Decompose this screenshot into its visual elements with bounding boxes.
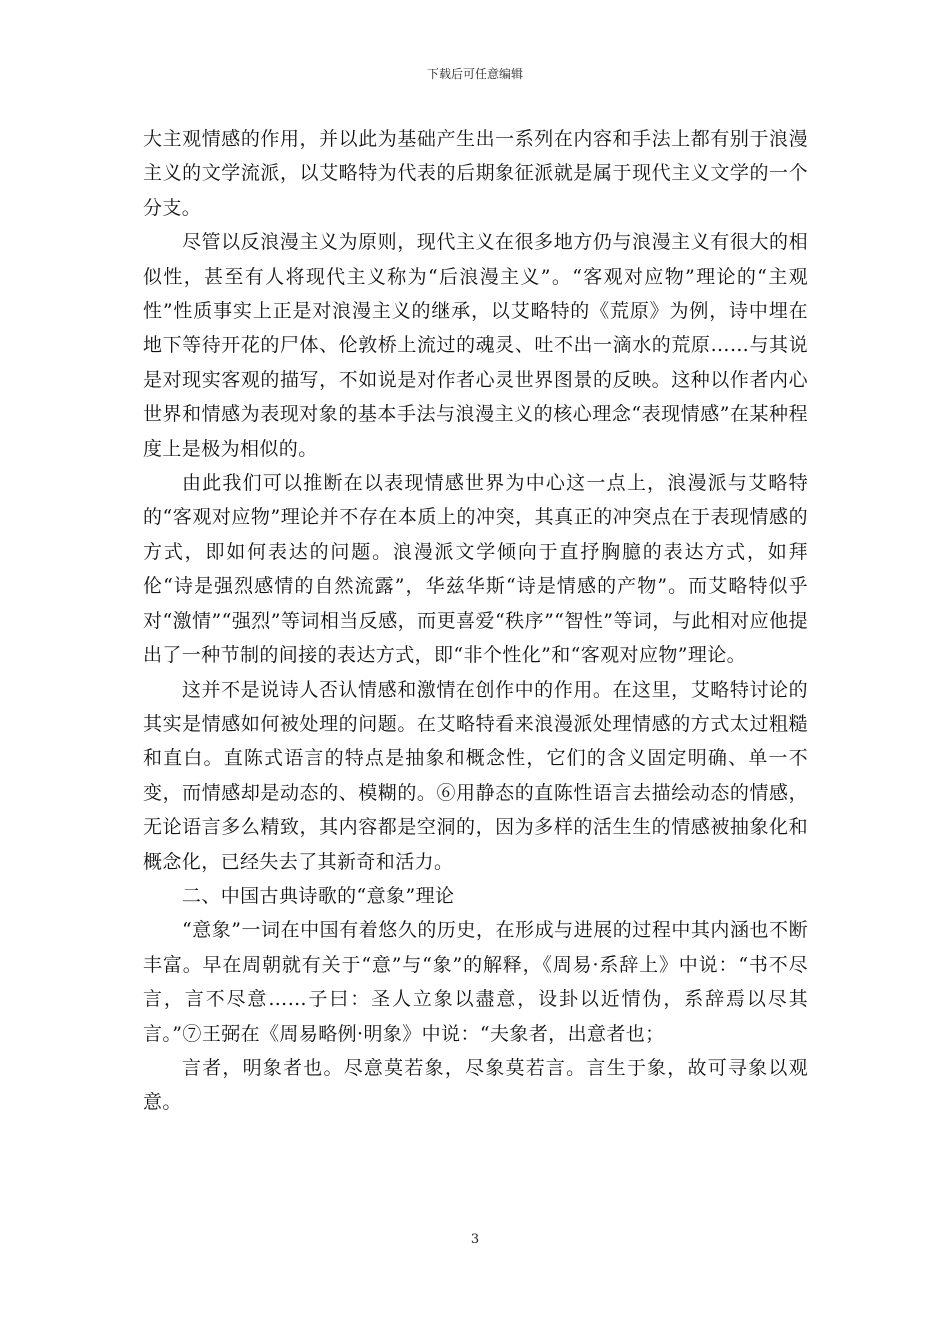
- paragraph-yixiang-quote: 言者，明象者也。尽意莫若象，尽象莫若言。言生于象，故可寻象以观意。: [143, 1056, 808, 1114]
- page-header: 下载后可任意编辑: [426, 67, 523, 81]
- document-body: [143, 122, 808, 1120]
- paragraph-yixiang-history: “意象”一词在中国有着悠久的历史，在形成与进展的过程中其内涵也不断丰富。早在周朝就有关于“意”与“象”的解释，《周易·系辞上》中说：“书不尽言，言不尽意……子曰：圣人立象以盡意，设卦以近情伪，系辞焉以尽其言。”⑦王弼在《周易略例·明象》中说：“夫象者，出意者也；: [143, 919, 808, 1045]
- section-heading-yixiang: 二、中国古典诗歌的“意象”理论: [181, 884, 455, 907]
- paragraph-expression-conflict: 由此我们可以推断在以表现情感世界为中心这一点上，浪漫派与艾略特的“客观对应物”理论并不存在本质上的冲突，其真正的冲突点在于表现情感的方式，即如何表达的问题。浪漫派文学倾向于直抒胸臆的表达方式，如拜伦“诗是强烈感情的自然流露”，华兹华斯“诗是情感的产物”。而艾略特似乎对“激情”“强烈”等词相当反感，而更喜爱“秩序”“智性”等词，与此相对应他提出了一种节制的间接的表达方式，即“非个性化”和“客观对应物”理论。: [143, 472, 808, 667]
- paragraph-continuation: 大主观情感的作用，并以此为基础产生出一系列在内容和手法上都有别于浪漫主义的文学流派，以艾略特为代表的后期象征派就是属于现代主义文学的一个分支。: [143, 128, 808, 219]
- paragraph-emotion-handling: 这并不是说诗人否认情感和激情在创作中的作用。在这里，艾略特讨论的其实是情感如何被处理的问题。在艾略特看来浪漫派处理情感的方式太过粗糙和直白。直陈式语言的特点是抽象和概念性，它们的含义固定明确、单一不变，而情感却是动态的、模糊的。⑥用静态的直陈性语言去描绘动态的情感，无论语言多么精致，其内容都是空洞的，因为多样的活生生的情感被抽象化和概念化，已经失去了其新奇和活力。: [143, 678, 808, 873]
- page-number: 3: [470, 1232, 480, 1247]
- paragraph-post-romanticism: 尽管以反浪漫主义为原则，现代主义在很多地方仍与浪漫主义有很大的相似性，甚至有人将现代主义称为“后浪漫主义”。“客观对应物”理论的“主观性”性质事实上正是对浪漫主义的继承，以艾略特的《荒原》为例，诗中埋在地下等待开花的尸体、伦敦桥上流过的魂灵、吐不出一滴水的荒原……与其说是对现实客观的描写，不如说是对作者心灵世界图景的反映。这种以作者内心世界和情感为表现对象的基本手法与浪漫主义的核心理念“表现情感”在某种程度上是极为相似的。: [143, 231, 808, 460]
